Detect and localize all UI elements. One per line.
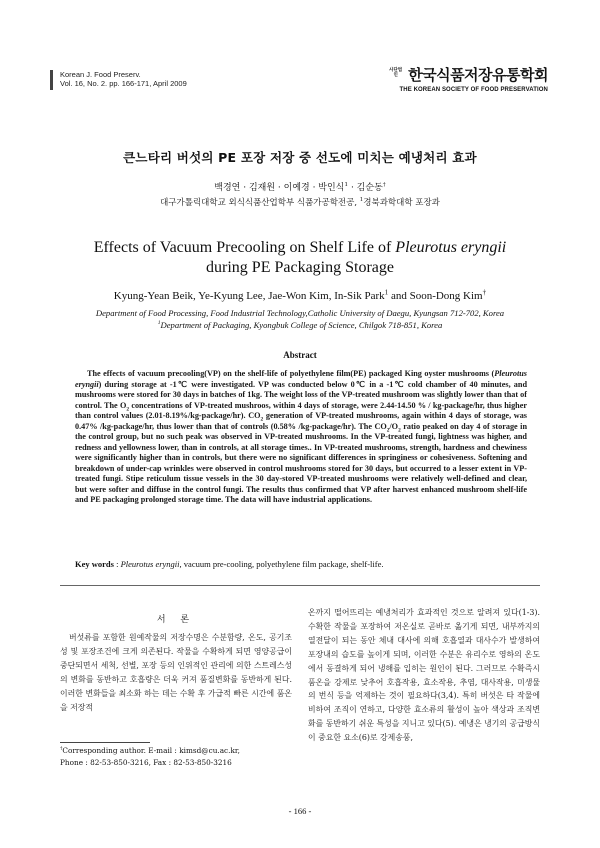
- society-logo: [388, 64, 548, 93]
- journal-side-bar: [50, 70, 53, 90]
- society-seal: 사단법인: [389, 66, 403, 77]
- korean-affiliation: 대구가톨릭대학교 외식식품산업학부 식품가공학전공, $^1$경북과학대학 포장과: [160, 197, 440, 208]
- footnote-rule: [60, 742, 150, 743]
- society-name-en: THE KOREAN SOCIETY OF FOOD PRESERVATION: [399, 87, 548, 93]
- corresponding-author-footnote: †Corresponding author. E-mail : kimsd@cu.ac.kr, Phone : 82-53-850-3216, Fax : 82-53-850-3216: [60, 746, 240, 767]
- society-name-ko: 한국식품저장유통학회: [408, 67, 548, 84]
- author-email-link[interactable]: kimsd@cu.ac.kr: [179, 746, 238, 755]
- page-number: - 166 -: [288, 806, 312, 816]
- keywords: Key words : Pleurotus eryngii, vacuum pre-cooling, polyethylene film package, shelf-life.: [75, 559, 384, 569]
- english-authors: Kyung-Yean Beik, Ye-Kyung Lee, Jae-Won Kim, In-Sik Park$^1$ and Soon-Dong Kim†: [113, 288, 487, 302]
- korean-title: 큰느타리 버섯의 PE 포장 저장 중 선도에 미치는 예냉처리 효과: [123, 150, 477, 165]
- introduction-heading: 서 론: [156, 615, 196, 625]
- korean-authors: 백경연 · 김재원 · 이예경 · 박인식$^1$ · 김순동†: [214, 182, 386, 193]
- introduction-left-column: 버섯류를 포함한 원예작물의 저장수명은 수분함량, 온도, 공기조성 및 포장조건에 크게 의존된다. 작물을 수확하게 되면 영양공급이 중단되면서 세척, 선별, 포장 등의 인위적인 관리에 의한 스트레스성의 변화를 동반하고 호흡량은 더욱 커져 품질변화를 동반하게 된다. 이러한 변화들을 최소화 하는 데는 수확 후 가급적 빠른 시간에 품온을 저장적: [60, 633, 292, 712]
- introduction-right-column: 온까지 떨어뜨리는 예냉처리가 효과적인 것으로 알려져 있다(1-3). 수확한 작물을 포장하여 저온실로 곧바로 옮기게 되면, 내부까지의 열전달이 되는 동안 체내 대사에 의해 호흡열과 대사수가 발생하여 포장내의 습도를 높이게 되며, 이러한 수분은 유리수로 영하의 온도에서 동결하게 되어 냉해를 입히는 원인이 된다. 그러므로 수확즉시 품온을 강제로 낮추어 호흡작용, 효소작용, 추염, 대사작용, 미생물의 번식 등을 억제하는 것이 필요하다(3,4). 특히 버섯은 타 작물에 비하여 조직이 연하고, 다양한 효소류의 활성이 높아 색상과 조직변화를 동반하기 쉬운 특성을 지니고 있다(5). 예냉은 냉기의 공급방식이 중요한 요소(6)로 강제송풍,: [308, 608, 540, 743]
- journal-volume: Vol. 16, No. 2. pp. 166-171, April 2009: [60, 79, 187, 88]
- english-affiliation: Department of Food Processing, Food Industrial Technology,Catholic University of Daegu, Kyungsan 712-702, Korea $^1$Department of Packaging, Kyongbuk College of Science, Chilgok 718-851, Korea: [95, 308, 505, 330]
- abstract-body: The effects of vacuum precooling(VP) on the shelf-life of polyethylene film(PE) packaged King oyster mushrooms (Pleurotus eryngii) during storage at -1℃ were investigated. VP was conducted below 0℃ in a -1℃ cold chamber of 40 minutes, and mushrooms were stored for 30 days in batches of 1kg. The weight loss of the VP-treated mushroom was slightly lower than that of control. The $O_2$ concentrations of VP-treated mushroos, within 4 days of storage, were 2.44-14.50 % / kg-package/hr, thus higher than control values (2.01-8.19%/kg-package/hr). $CO_2$ generation of VP-treated mushrooms, again within 4 days of storage, was 0.47% /kg-package/hr, thus lower than that of controls (0.58% /kg-package/hr). The $CO_2/O_2$ ratio peaked on day 4 of storage in the control group, but no such peak was observed in VP-treated mushrooms. In the VP-treated fungi, lightness was higher, and redness and yellowness lower, than in controls, at all storage times.. In VP-treated mushrooms, strength, hardness and chewiness were significantly higher than in controls, but there were no significant differences in springiness or cohesiveness. Softening and breakdown of under-cap wrinkles were observed in control mushrooms stored for 30 days, but occurred to a lesser extent in VP-treated fungi. Stipe reticulum tissue vessels in the 30 day-stored VP-treated mushrooms were relatively well-defined and clear, but were softer and diffuse in the control fungi. The results thus confirmed that VP after harvest enhanced mushroom shelf-life and PE packaging prolonged storage time. The data will have industrial applications.: [75, 369, 528, 504]
- journal-citation: [60, 70, 187, 88]
- english-title: Effects of Vacuum Precooling on Shelf Life of Pleurotus eryngii during PE Packaging Storage: [93, 239, 507, 276]
- abstract-heading: Abstract: [283, 350, 317, 360]
- journal-name: Korean J. Food Preserv.: [60, 70, 141, 79]
- section-divider: [60, 585, 540, 586]
